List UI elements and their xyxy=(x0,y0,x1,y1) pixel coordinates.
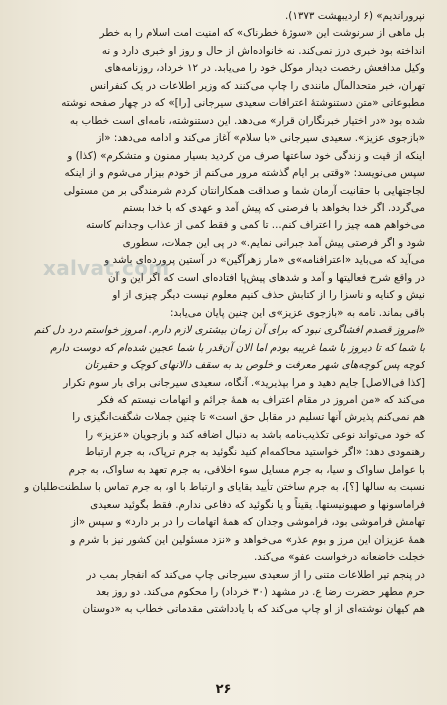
text-line: رهنمودی دهد: «اگر خواستید محاکمه‌ام کنید نگوئید به جرم ترپاک، به جرم ارتباط xyxy=(85,446,425,459)
text-line: نیش و کنایه و ناسزا را از کتابش حذف کنیم معلوم نیست دیگر چیزی از او xyxy=(112,289,425,302)
text-line: که خود می‌تواند نوعی تکذیب‌نامه باشد به دنبال اضافه کند و بازجویان «عزیز» را xyxy=(85,428,425,441)
text-line: خجلت خاضعانه درخواست عفو» می‌کند. xyxy=(254,551,425,564)
watermark: xalvat.com xyxy=(43,256,170,280)
text-line: همهٔ عزیزان این مرز و بوم عذر» می‌خواهد و «نزد مسئولین این کشور نیز با شرم و xyxy=(70,533,425,546)
text-line: می‌آید که می‌باید «اعترافنامه»ی «مار زهرآگین» در آستین پرورده‌ای باشد و xyxy=(104,254,425,267)
text-line: شود و اگر فرصتی پیش آمد جبرانی نمایم.» در پی این جملات، سطوری xyxy=(122,236,425,249)
text-line: «بازجوی عزیز». سعیدی سیرجانی «با سلام» آغاز می‌کند و ادامه می‌دهد: «از xyxy=(96,132,425,145)
text-line: در واقع شرح فعالیتها و آمد و شدهای پیش‌پا افتاده‌ای است که اگر این و آن xyxy=(108,271,425,284)
text-line: شده بود «در اختیار خبرنگاران قرار» می‌دهد. این دستنوشته، نامه‌ای است خطاب به xyxy=(69,114,425,127)
text-line: وکیل مدافعش رخصت دیدار موکل خود را می‌یابد. در ۱۲ خرداد، روزنامه‌های xyxy=(104,62,425,75)
page-number: ۲۶ xyxy=(215,682,232,697)
text-line: لجاجتهایی با حقانیت آرمان شما و صداقت همکارانتان کردم شرمندگی بر من مستولی xyxy=(63,184,425,197)
quoted-line: با شما که تا دیروز با شما غریبه بودم اما الان آن‌قدر با شما عجین شده‌ام که دوست دارم xyxy=(50,341,425,354)
text-line: [کذا فی‌الاصل] جایم دهید و مرا بپذیرید». آنگاه، سعیدی سیرجانی برای بار سوم تکرار xyxy=(63,376,425,389)
text-line: با عوامل ساواک و سیا، به جرم مسایل سوء اخلاقی، به جرم تعهد به ساواک، به جرم xyxy=(68,463,425,476)
text-line: می‌کند که «من امروز در مقام اعتراف به همهٔ جرائم و اتهامات نیستم که فکر xyxy=(97,393,425,406)
text-line: هم کیهان نوشته‌ای از او چاپ می‌کند که با یادداشتی مقدماتی خطاب به «دوستان xyxy=(82,603,425,616)
text-line: می‌گردد. اگر خدا بخواهد با فرصتی که پیش آمد و عهدی که با خدا بستم xyxy=(122,201,425,214)
text-line: بل ماهی از سرنوشت این «سوژهٔ خطرناک» که امنیت امت اسلام را به خطر xyxy=(99,27,425,40)
text-line: حرم مطهر حضرت رضا ع. در مشهد (۳۰ خرداد) را محکوم می‌کند. دو روز بعد xyxy=(95,585,425,598)
quoted-line: کوچه پس کوچه‌های شهر معرفت و خلوص بد به سقف دالانهای کوچک و حقیرتان xyxy=(84,359,425,372)
text-line: باقی بماند. نامه به «بازجوی عزیز»ی این چنین پایان می‌یابد: xyxy=(169,306,425,319)
text-line: اینکه از قیت و زندگی خود ساعتها صرف من کردید بسیار ممنون و متشکرم» (کذا) و xyxy=(67,149,425,162)
text-line: انداخته بود خبری درز نمی‌کند. نه خانواده‌اش از حال و روز او خبری دارد و نه xyxy=(101,44,425,57)
text-line: هم نمی‌کنم پذیرش آنها تسلیم در مقابل حق است» تا چنین جملات شگفت‌انگیزی را xyxy=(72,411,425,424)
text-line: نسبت به سالها [؟]، به جرم ساختن تأیید بقایای و ارتباط با او، به جرم تماس با سلطنت‌طلبان و xyxy=(24,481,425,494)
text-line: می‌خواهم همه چیز را اعتراف کنم... تا کمی و فقط کمی از عذاب وجدانم کاسته xyxy=(86,219,425,232)
text-line: سپس می‌نویسد: «وقتی بر ایام گذشته مرور می‌کنم از خودم بیزار می‌شوم و از اینکه xyxy=(64,167,425,180)
text-line: نپروراندیم» (۶ اردیبهشت ۱۳۷۳). xyxy=(285,10,425,22)
body-text xyxy=(17,8,425,619)
quoted-line: «امروز قصدم افشاگری نبود که برای آن زمان بیشتری لازم دارم. امروز خواستم درد دل کنم xyxy=(34,324,425,337)
text-line: مطبوعاتی «متن دستنوشتهٔ اعترافات سعیدی سیرجانی [را]» که در چهار صفحه نوشته xyxy=(61,97,425,110)
text-line: فراماسونها و صهیونیستها. یقیناً و یا نگوئید که دفاعی ندارم. فقط بگوئید سعیدی xyxy=(90,498,425,511)
text-line: تهامش فراموشی بود، فراموشی وجدان که همهٔ اتهامات را در بر دارد» و سپس «از xyxy=(71,516,425,529)
text-line: تهران، خبر متحدالمآل مانندی را چاپ می‌کنند که وزیر اطلاعات در یک کنفرانس xyxy=(90,79,425,92)
text-line: در پنجم تیر اطلاعات متنی را از سعیدی سیرجانی چاپ می‌کند که انفجار بمب در xyxy=(86,568,425,581)
